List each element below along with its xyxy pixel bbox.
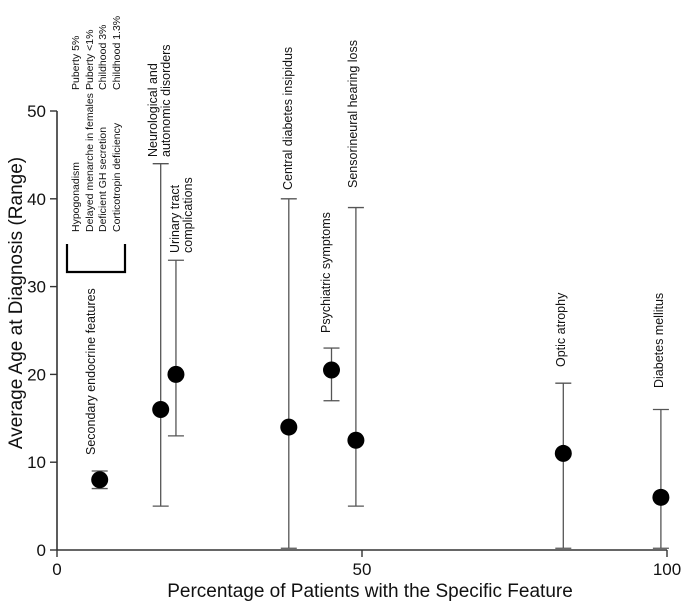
endocrine-item-detail: Puberty <1% — [84, 29, 96, 90]
point-label-line: complications — [181, 177, 195, 253]
y-tick-label: 50 — [27, 102, 46, 121]
endocrine-bracket — [67, 244, 125, 272]
point-label-line: Neurological and — [146, 63, 160, 157]
endocrine-item-name: Corticotropin deficiency — [111, 122, 123, 232]
point-labels — [84, 40, 666, 455]
point-label-line: autonomic disorders — [159, 44, 173, 157]
data-point — [152, 401, 169, 418]
y-tick-label: 30 — [27, 277, 46, 297]
data-point — [323, 362, 340, 379]
endocrine-item-name: Deficient GH secretion — [97, 126, 109, 232]
y-tick-label: 0 — [36, 541, 46, 560]
y-tick-label: 10 — [27, 453, 46, 473]
endocrine-item-name: Hypogonadism — [70, 161, 82, 232]
x-tick-label: 100 — [652, 560, 682, 579]
axes — [57, 111, 667, 550]
endocrine-item-name: Delayed menarche in females — [84, 93, 96, 232]
y-tick-label: 40 — [27, 189, 46, 209]
x-tick-label: 0 — [52, 560, 62, 579]
y-tick-label: 20 — [27, 365, 46, 385]
point-label: Psychiatric symptoms — [319, 212, 333, 333]
endocrine-item-detail: Puberty 5% — [70, 35, 82, 90]
data-points — [91, 362, 669, 506]
point-label-line: Urinary tract — [168, 184, 182, 253]
x-axis-title: Percentage of Patients with the Specific Feature — [167, 581, 573, 602]
data-point — [555, 445, 572, 462]
endocrine-item-detail: Childhood 1.3% — [111, 15, 123, 90]
data-point — [91, 471, 108, 488]
point-label — [168, 177, 195, 253]
point-label: Secondary endocrine features — [84, 288, 98, 455]
data-point — [280, 419, 297, 436]
endocrine-breakdown — [67, 16, 125, 272]
data-point — [347, 432, 364, 449]
point-label: Optic atrophy — [554, 292, 568, 367]
x-tick-label: 50 — [352, 560, 372, 579]
point-label: Diabetes mellitus — [652, 292, 666, 388]
data-point — [652, 489, 669, 506]
y-axis-title: Average Age at Diagnosis (Range) — [6, 156, 27, 450]
data-point — [167, 366, 184, 383]
point-label: Central diabetes insipidus — [281, 46, 295, 190]
endocrine-item-detail: Childhood 3% — [97, 24, 109, 90]
point-label — [146, 44, 173, 157]
point-label: Sensorineural hearing loss — [346, 39, 360, 188]
